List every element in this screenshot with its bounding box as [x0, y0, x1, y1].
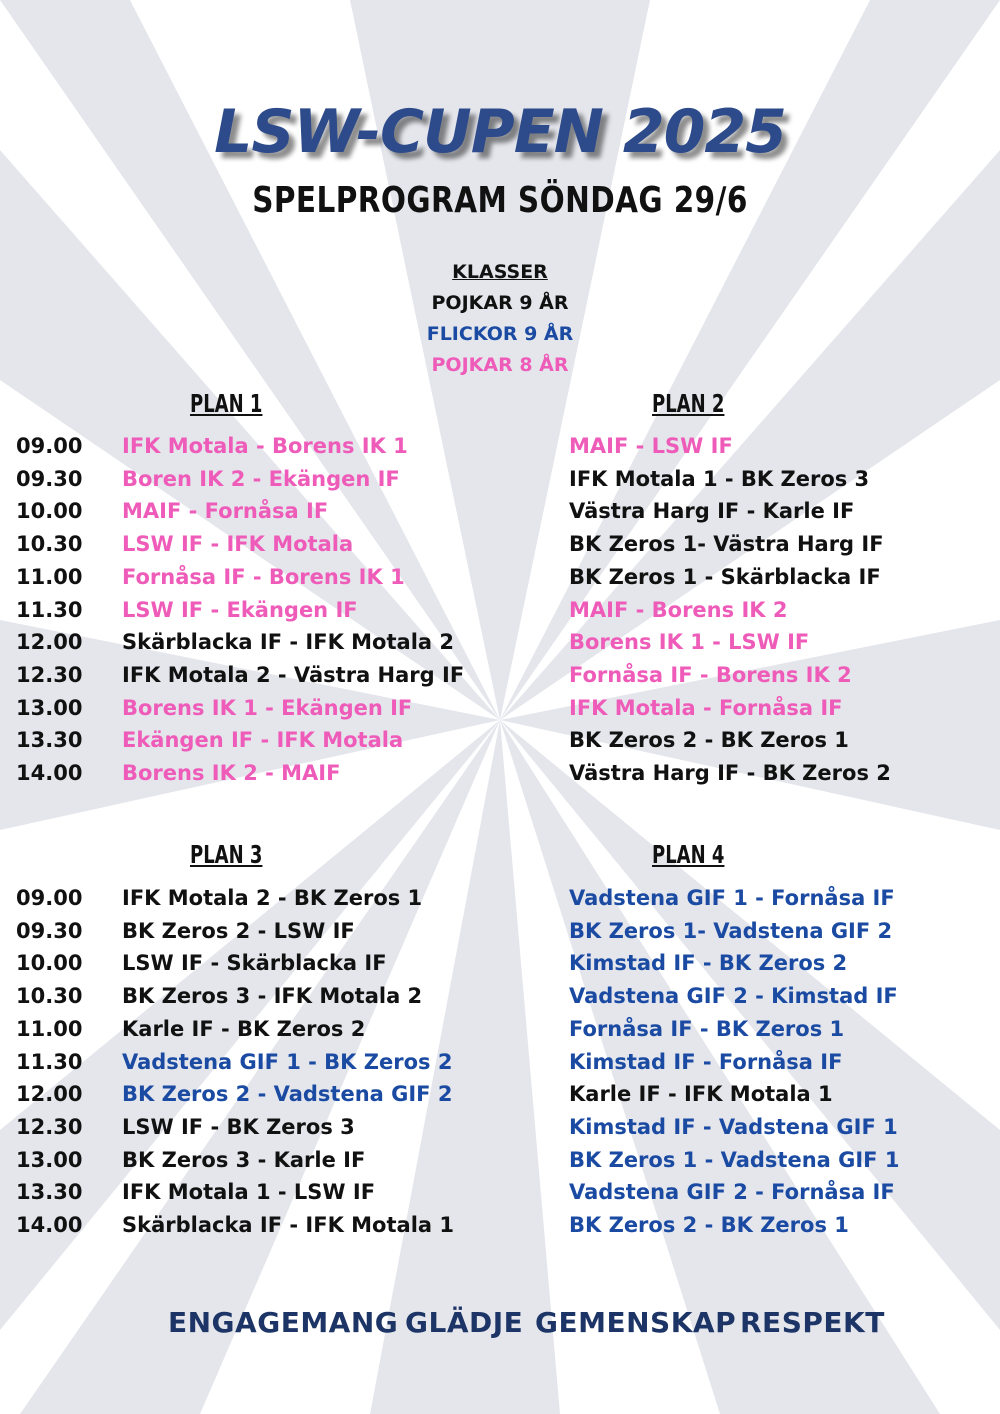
schedule-row	[0, 915, 1000, 947]
match-left: IFK Motala 2 - BK Zeros 1	[122, 886, 423, 910]
match-time: 12.30	[16, 662, 83, 687]
match-right: Kimstad IF - Fornåsa IF	[569, 1049, 843, 1074]
plan-title: PLAN 3	[190, 840, 263, 869]
match-right: Vadstena GIF 1 - Fornåsa IF	[569, 886, 895, 910]
schedule-row	[0, 724, 1000, 756]
match-right: BK Zeros 1 - Vadstena GIF 1	[569, 1147, 900, 1172]
footer-value: GLÄDJE	[405, 1306, 524, 1339]
match-left: Borens IK 2 - MAIF	[122, 761, 341, 785]
match-left: LSW IF - IFK Motala	[122, 532, 354, 557]
match-right: BK Zeros 1 - Skärblacka IF	[569, 564, 881, 589]
match-left: Boren IK 2 - Ekängen IF	[122, 466, 400, 491]
schedule-row	[0, 528, 1000, 560]
match-time: 09.00	[16, 886, 83, 910]
page-title: LSW-CUPEN 2025	[214, 97, 786, 167]
match-time: 12.00	[16, 1082, 83, 1107]
match-time: 14.00	[16, 1213, 83, 1237]
match-right: BK Zeros 2 - BK Zeros 1	[569, 1213, 849, 1237]
classes-legend	[0, 258, 1000, 382]
schedule-row	[0, 626, 1000, 658]
match-right: Västra Harg IF - BK Zeros 2	[569, 761, 891, 785]
match-right: Vadstena GIF 2 - Fornåsa IF	[569, 1180, 895, 1205]
match-time: 10.00	[16, 499, 83, 524]
footer-value: ENGAGEMANG	[168, 1306, 399, 1339]
schedule-row	[0, 430, 1000, 462]
schedule-row	[0, 1176, 1000, 1208]
match-time: 11.30	[16, 1049, 83, 1074]
match-right: BK Zeros 2 - BK Zeros 1	[569, 728, 849, 753]
schedule-row	[0, 1209, 1000, 1241]
classes-heading: KLASSER	[452, 261, 548, 283]
page-subtitle: SPELPROGRAM SÖNDAG 29/6	[252, 180, 748, 221]
match-time: 11.30	[16, 597, 83, 622]
schedule-row	[0, 659, 1000, 691]
schedule-row	[0, 561, 1000, 593]
footer-value: RESPEKT	[740, 1306, 885, 1339]
match-right: Vadstena GIF 2 - Kimstad IF	[569, 984, 898, 1009]
match-time: 11.00	[16, 1016, 83, 1041]
class-item: POJKAR 8 ÅR	[431, 354, 569, 376]
match-right: BK Zeros 1- Västra Harg IF	[569, 532, 884, 557]
match-right: IFK Motala 1 - BK Zeros 3	[569, 466, 870, 491]
schedule-row	[0, 1111, 1000, 1143]
match-left: Karle IF - BK Zeros 2	[122, 1016, 366, 1041]
schedule-row	[0, 1144, 1000, 1176]
match-right: Karle IF - IFK Motala 1	[569, 1082, 833, 1107]
match-right: MAIF - Borens IK 2	[569, 597, 788, 622]
match-right: BK Zeros 1- Vadstena GIF 2	[569, 918, 893, 943]
match-left: LSW IF - Ekängen IF	[122, 597, 358, 622]
match-time: 13.00	[16, 1147, 83, 1172]
match-time: 13.30	[16, 728, 83, 753]
schedule-row	[0, 1013, 1000, 1045]
match-left: Fornåsa IF - Borens IK 1	[122, 564, 405, 589]
schedule-row	[0, 594, 1000, 626]
match-time: 10.30	[16, 532, 83, 557]
schedule-row	[0, 463, 1000, 495]
match-left: LSW IF - Skärblacka IF	[122, 951, 387, 976]
schedule-row	[0, 757, 1000, 789]
match-time: 10.00	[16, 951, 83, 976]
match-time: 12.30	[16, 1114, 83, 1139]
schedule-row	[0, 947, 1000, 979]
match-right: Fornåsa IF - Borens IK 2	[569, 662, 852, 687]
match-time: 14.00	[16, 761, 83, 785]
match-right: Västra Harg IF - Karle IF	[569, 499, 855, 524]
match-right: Kimstad IF - BK Zeros 2	[569, 951, 848, 976]
schedule-row	[0, 1078, 1000, 1110]
match-right: MAIF - LSW IF	[569, 434, 733, 458]
match-left: Vadstena GIF 1 - BK Zeros 2	[122, 1049, 453, 1074]
plan-title: PLAN 4	[652, 840, 725, 869]
match-left: Borens IK 1 - Ekängen IF	[122, 695, 413, 720]
match-time: 11.00	[16, 564, 83, 589]
match-right: Borens IK 1 - LSW IF	[569, 630, 810, 655]
match-right: Fornåsa IF - BK Zeros 1	[569, 1016, 845, 1041]
match-left: BK Zeros 3 - Karle IF	[122, 1147, 366, 1172]
schedule-row	[0, 882, 1000, 914]
match-time: 13.30	[16, 1180, 83, 1205]
match-left: LSW IF - BK Zeros 3	[122, 1114, 355, 1139]
match-time: 09.30	[16, 466, 83, 491]
class-item: POJKAR 9 ÅR	[431, 292, 569, 314]
match-left: BK Zeros 3 - IFK Motala 2	[122, 984, 423, 1009]
footer-value: GEMENSKAP	[535, 1306, 737, 1339]
match-time: 09.00	[16, 434, 83, 458]
match-left: IFK Motala 1 - LSW IF	[122, 1180, 376, 1205]
plan-title: PLAN 1	[190, 389, 263, 418]
footer-values	[168, 1306, 888, 1346]
match-time: 13.00	[16, 695, 83, 720]
schedule-row	[0, 495, 1000, 527]
match-left: IFK Motala - Borens IK 1	[122, 434, 408, 458]
match-time: 10.30	[16, 984, 83, 1009]
match-left: Skärblacka IF - IFK Motala 1	[122, 1213, 454, 1237]
schedule-row	[0, 1046, 1000, 1078]
match-left: MAIF - Fornåsa IF	[122, 499, 329, 524]
schedule-row	[0, 692, 1000, 724]
match-left: IFK Motala 2 - Västra Harg IF	[122, 662, 465, 687]
match-time: 12.00	[16, 630, 83, 655]
class-item: FLICKOR 9 ÅR	[426, 323, 574, 345]
match-left: BK Zeros 2 - LSW IF	[122, 918, 355, 943]
schedule-row	[0, 980, 1000, 1012]
match-left: Skärblacka IF - IFK Motala 2	[122, 630, 454, 655]
match-right: Kimstad IF - Vadstena GIF 1	[569, 1114, 898, 1139]
match-left: Ekängen IF - IFK Motala	[122, 728, 404, 753]
match-left: BK Zeros 2 - Vadstena GIF 2	[122, 1082, 453, 1107]
match-right: IFK Motala - Fornåsa IF	[569, 695, 843, 720]
plan-title: PLAN 2	[652, 389, 725, 418]
match-time: 09.30	[16, 918, 83, 943]
